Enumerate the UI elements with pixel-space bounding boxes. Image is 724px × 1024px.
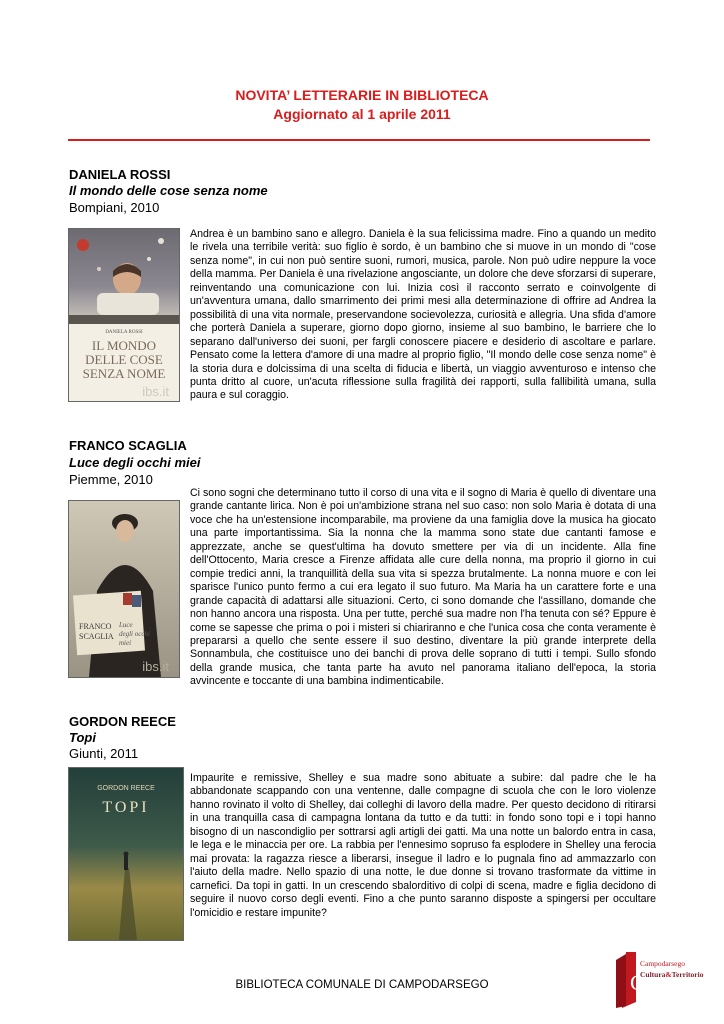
footer-library-name: BIBLIOTECA COMUNALE DI CAMPODARSEGO: [235, 979, 489, 991]
cover-author-text: SCAGLIA: [79, 632, 114, 641]
header-date: Aggiornato al 1 aprile 2011: [273, 106, 451, 122]
header-divider: [68, 139, 650, 141]
cover-author-text: FRANCO: [79, 622, 112, 631]
book-title: Il mondo delle cose senza nome: [69, 183, 268, 198]
cover-title-line: Luce: [119, 621, 133, 629]
cover-title-line: degli occhi: [119, 630, 150, 638]
cover-title-line: IL MONDO: [91, 338, 157, 353]
cover-title-line: TOPI: [102, 799, 150, 816]
book-title: Luce degli occhi miei: [69, 455, 201, 470]
book-description: Ci sono sogni che determinano tutto il corso di una vita e il sogno di Maria è quello di diventare una grande cantante lirica. Non è poi un'ambizione strana nel suo caso: non solo Maria è dotata di una voce che ha un'estensione incomparabile, ma proviene da una famiglia dove la musica ha giocato una parte importantissima. Sia la nonna che la mamma sono state due cantanti famose e apprezzate, anche se quest'ultima ha dovuto smettere per via di un incidente. Alla fine dell'Ottocento, Maria cresce a Firenze affidata alle cure della nonna, ma proprio il giorno in cui compie tredici anni, la tranquillità della sua vita si spezza brutalmente. La nonna muore e con lei sparisce l'unico punto fermo a cui era legato il suo futuro. Ma Maria ha un carattere forte e una grande capacità di adattarsi alle situazioni. Certo, ci sono domande che l'assillano, domande che non hanno ancora una risposta. Una per tutte, perché sua madre non l'ha tenuta con sé? Eppure è come se sapesse che prima o poi i misteri si chiariranno e che l'unica cosa che conta veramente è prepararsi a quello che sente essere il suo destino, diventare la più grande interprete della Sonnambula, che costituisce uno dei banchi di prova delle soprano di tutti i tempi. Sullo sfondo della grande musica, che tanta parte ha avuto nel panorama italiano dell'epoca, la storia avvincente e toccante di una bambina indimenticabile.: [190, 487, 656, 688]
cover-title-line: miei: [119, 639, 132, 647]
header-title: NOVITA’ LETTERARIE IN BIBLIOTECA: [235, 87, 489, 103]
book-cover-image: [68, 500, 180, 678]
book-author: GORDON REECE: [69, 714, 176, 729]
book-publisher: Giunti, 2011: [69, 746, 139, 761]
cover-author-text: DANIELA ROSSI: [105, 330, 143, 335]
cover-art: [69, 768, 183, 940]
cover-author-text: GORDON REECE: [97, 785, 155, 792]
book-description: Impaurite e remissive, Shelley e sua madre sono abituate a subire: dal padre che le ha abbandonate scappando con una ventenne, dalle compagne di scuola che con le loro violenze hanno rovinato il volto di Shelley, dai colleghi di lavoro della madre. Per questo decidono di ritirarsi in una tranquilla casa di campagna lontana da tutto e da tutti: in fondo sono topi e i topi hanno bisogno di un nascondiglio per sottrarsi agli artigli dei gatti. Ma una notte un balordo entra in casa, le lega e le minaccia per ore. La rabbia per l'ennesimo sopruso fa esplodere in Shelley una ferocia mai provata: la ragazza riesce a liberarsi, insegue il ladro e lo pugnala fino ad ammazzarlo con l'aiuto della madre. Nello spazio di una notte, le due donne si trovano trasformate da vittime in carnefici. Da topi in gatti. In un crescendo sbalorditivo di colpi di scena, madre e figlia decidono di seguire il nuovo corso degli eventi. Fino a che punto saranno disposte a spingersi per occultare l'omicidio e restare impunite?: [190, 772, 656, 919]
cover-title-line: DELLE COSE: [85, 352, 163, 367]
cover-art: [69, 501, 179, 677]
book-description: Andrea è un bambino sano e allegro. Daniela è la sua felicissima madre. Fino a quando un medito le rivela una terribile verità: suo figlio è sordo, è un bambino che si muove in un mondo di "cose senza nome", in cui non può sentire suoni, rumori, musica, parole. Non può udire neppure la voce della mamma. Per Daniela è una rivelazione angosciante, un dolore che deve sforzarsi di superare, reinventando una comunicazione con lui. Inizia così il racconto serrato e coinvolgente di un'avventura umana, dallo smarrimento dei primi mesi alla determinazione di offrire ad Andrea la possibilità di una vita normale, preservandone socievolezza, curiosità e allegria. Una sfida d'amore che porterà Daniela a superare, giorno dopo giorno, insieme al suo bambino, le barriere che lo separano dall'universo dei suoni, per fargli conoscere piacere e desiderio di ascoltare e parlare. Pensato come la lettera d'amore di una madre al proprio figlio, "Il mondo delle cose senza nome" è la storia dura e dolcissima di una scelta di fiducia e libertà, un viaggio avventuroso e intenso che punta dritto al cuore, un'acuta riflessione sulla fragilità dei rapporti, sulla fallibilità umana, sulla paura e sul coraggio.: [190, 228, 656, 402]
logo-mark-shadow: [616, 954, 626, 1008]
book-title: Topi: [69, 730, 96, 745]
campodarsego-logo: [612, 950, 712, 1010]
book-publisher: Piemme, 2010: [69, 472, 153, 487]
logo-text-line2: Cultura&Territorio: [640, 970, 704, 979]
cover-watermark: ibs.it: [142, 659, 169, 674]
cover-watermark: ibs.it: [142, 384, 169, 399]
logo-text-line1: Campodarsego: [640, 959, 685, 968]
book-author: DANIELA ROSSI: [69, 167, 171, 182]
book-cover-image: [68, 228, 180, 402]
book-publisher: Bompiani, 2010: [69, 200, 160, 215]
logo-letter: C: [630, 970, 645, 995]
cover-title-line: SENZA NOME: [82, 366, 166, 381]
book-author: FRANCO SCAGLIA: [69, 438, 187, 453]
book-cover-image: [68, 767, 184, 941]
cover-art: [69, 229, 179, 401]
